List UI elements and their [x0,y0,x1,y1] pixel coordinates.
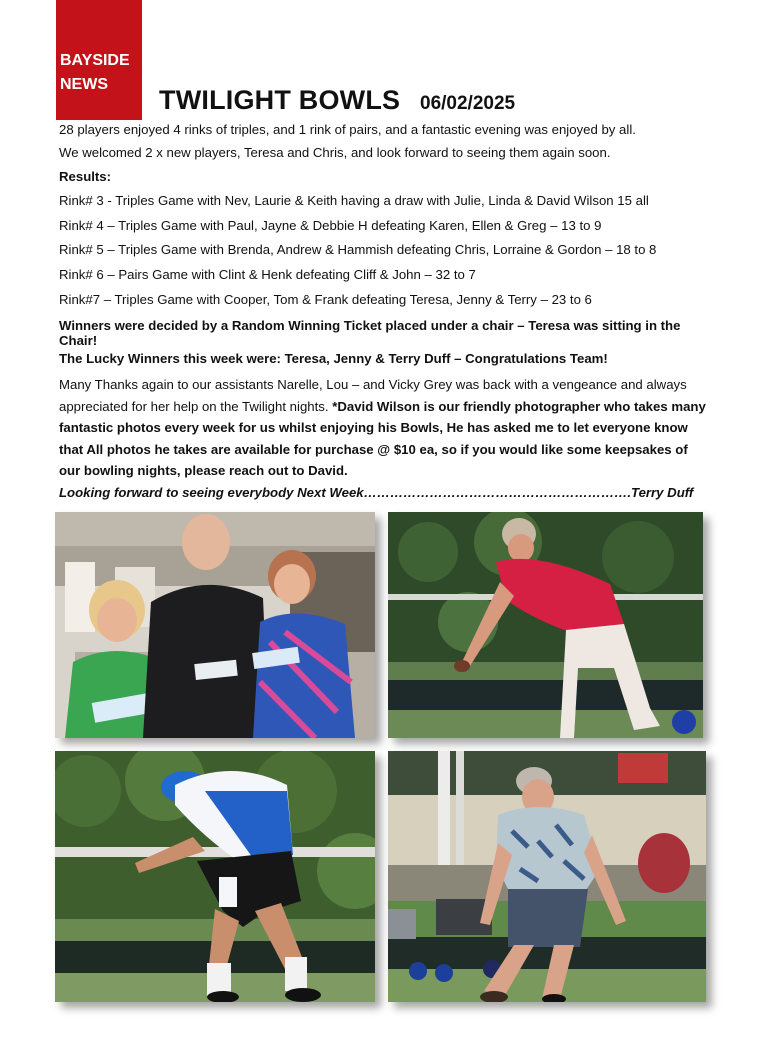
photo-winners-with-tickets [55,512,375,738]
result-rink-6: Rink# 6 – Pairs Game with Clint & Henk defeating Cliff & John – 32 to 7 [59,267,476,282]
result-rink-3: Rink# 3 - Triples Game with Nev, Laurie & Keith having a draw with Julie, Linda & David Wilson 15 all [59,193,649,208]
photo-man-hawaiian-shirt-bowling [388,751,706,1002]
winners-line-1: Winners were decided by a Random Winning Ticket placed under a chair – Teresa was sitting in the [59,318,681,333]
photographer-notice: *David Wilson is our friendly photographer who takes many fantastic photos every week for us whilst enjoying his Bowls, He has asked me to let everyone know that All photos he takes are available for purchase @ $10 ea, so if you would like some keepsakes of our bowling nights, please reach out to David. [59,398,706,479]
badge-line-2: NEWS [60,76,108,93]
result-rink-7: Rink#7 – Triples Game with Cooper, Tom & Frank defeating Teresa, Jenny & Terry – 23 to 6 [59,292,592,307]
intro-line-2: We welcomed 2 x new players, Teresa and Chris, and look forward to seeing them again soon. [59,145,611,160]
winners-line-3: The Lucky Winners this week were: Teresa, Jenny & Terry Duff – Congratulations Team! [59,351,608,366]
winners-line-2: Chair! [59,333,98,348]
photo-man-blue-cap-bowling [55,751,375,1002]
signoff: Looking forward to seeing everybody Next Week…………………………………………………….Terry Duff [59,485,694,500]
thanks-text: Many Thanks again to our assistants Narelle, Lou – and Vicky Grey was back with a vengeance and always appreciated for her help on the Twilight nights. [59,377,687,414]
badge-line-1: BAYSIDE [60,52,130,69]
thanks-paragraph [59,374,709,482]
intro-line-1: 28 players enjoyed 4 rinks of triples, and 1 rink of pairs, and a fantastic evening was enjoyed by all. [59,122,636,137]
bayside-news-badge [56,0,142,120]
article-date: 06/02/2025 [420,93,516,114]
results-heading: Results: [59,169,112,184]
result-rink-5: Rink# 5 – Triples Game with Brenda, Andrew & Hammish defeating Chris, Lorraine & Gordon – 18 to 8 [59,242,657,257]
article-title: TWILIGHT BOWLS [159,85,401,115]
photo-woman-bowling [388,512,703,738]
result-rink-4: Rink# 4 – Triples Game with Paul, Jayne & Debbie H defeating Karen, Ellen & Greg – 13 to 9 [59,218,602,233]
